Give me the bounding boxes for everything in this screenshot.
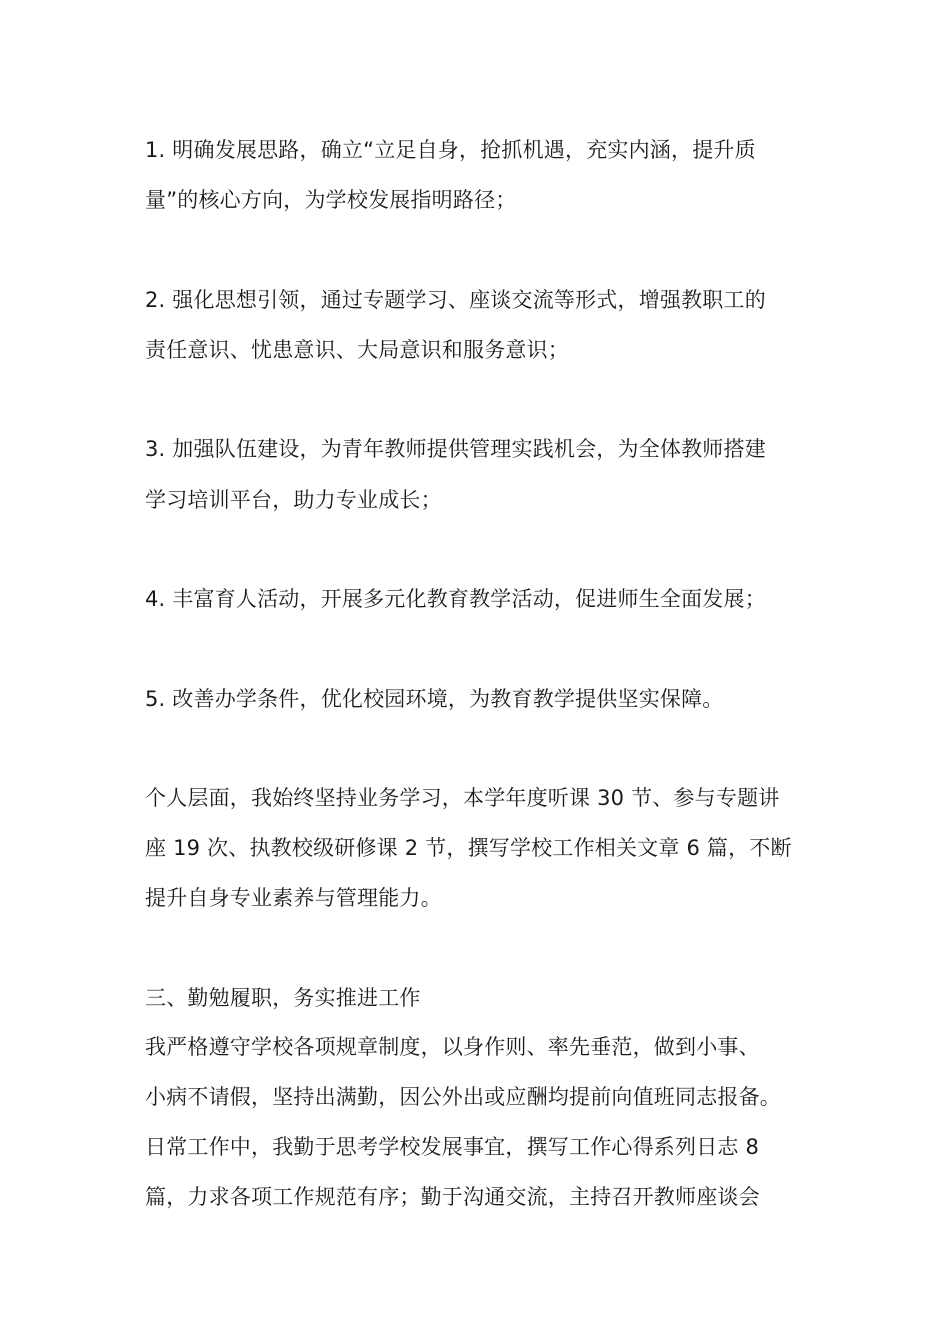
text-line: 篇，力求各项工作规范有序；勤于沟通交流，主持召开教师座谈会: [145, 1185, 760, 1209]
section-heading: 三、勤勉履职，务实推进工作: [145, 986, 421, 1010]
text-line: 4. 丰富育人活动，开展多元化教育教学活动，促进师生全面发展；: [145, 587, 766, 611]
text-line: 小病不请假，坚持出满勤，因公外出或应酬均提前向值班同志报备。: [145, 1085, 781, 1109]
text-line: 日常工作中，我勤于思考学校发展事宜，撰写工作心得系列日志 8: [145, 1135, 760, 1159]
text-line: 我严格遵守学校各项规章制度，以身作则、率先垂范，做到小事、: [145, 1035, 760, 1059]
text-line: 2. 强化思想引领，通过专题学习、座谈交流等形式，增强教职工的: [145, 288, 766, 312]
text-line: 个人层面，我始终坚持业务学习，本学年度听课 30 节、参与专题讲: [145, 786, 780, 810]
text-line: 量”的核心方向，为学校发展指明路径；: [145, 188, 517, 212]
text-line: 1. 明确发展思路，确立“立足自身，抢抓机遇，充实内涵，提升质: [145, 138, 756, 162]
text-line: 提升自身专业素养与管理能力。: [145, 886, 442, 910]
text-line: 座 19 次、执教校级研修课 2 节，撰写学校工作相关文章 6 篇，不断: [145, 836, 792, 860]
text-line: 学习培训平台，助力专业成长；: [145, 488, 442, 512]
text-line: 责任意识、忧患意识、大局意识和服务意识；: [145, 338, 569, 362]
text-line: 3. 加强队伍建设，为青年教师提供管理实践机会，为全体教师搭建: [145, 437, 766, 461]
text-line: 5. 改善办学条件，优化校园环境，为教育教学提供坚实保障。: [145, 687, 724, 711]
